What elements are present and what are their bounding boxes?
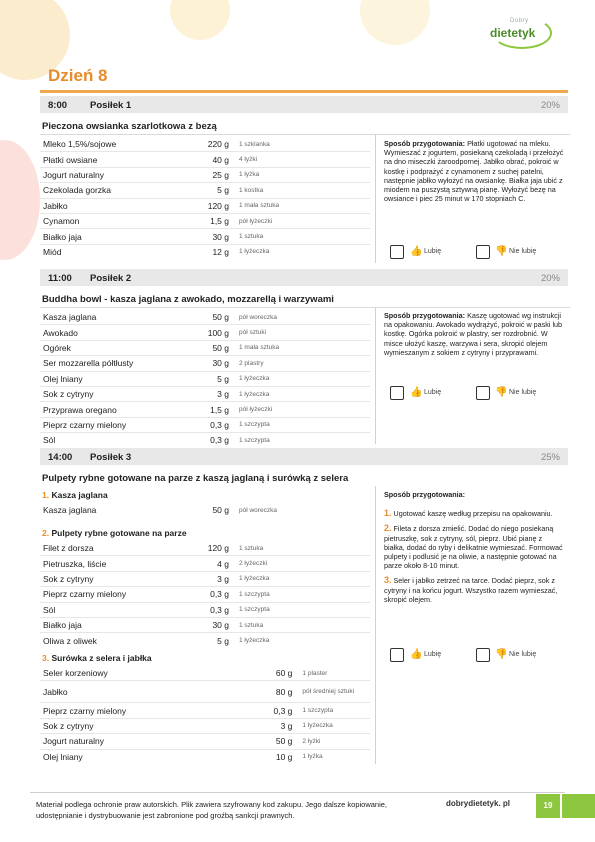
meal-time: 14:00: [48, 452, 73, 463]
preparation-label: Sposób przygotowania:: [384, 490, 466, 499]
ingredient-name: Jogurt naturalny: [40, 734, 232, 749]
ingredient-name: Kasza jaglana: [43, 505, 97, 516]
rating-row: [390, 386, 560, 402]
table-row: [40, 183, 370, 198]
ingredient-name: Sól: [40, 433, 185, 448]
preparation-label: Sposób przygotowania:: [384, 139, 466, 148]
ingredient-qty: 120 g: [207, 543, 229, 554]
ingredient-qty: 220 g: [207, 139, 229, 150]
ingredient-unit: 1 łyżeczka: [298, 718, 370, 733]
ingredient-qty: 4 g: [185, 556, 235, 571]
ingredient-name: Białko jaja: [40, 229, 185, 244]
ingredient-qty: 100 g: [185, 325, 235, 340]
step-text: Ugotować kaszę według przepisu na opakowaniu.: [393, 509, 553, 519]
preparation-text: [384, 139, 564, 203]
meal-name: Posiłek 2: [90, 273, 132, 284]
step-number: 3.: [384, 575, 392, 586]
ingredient-unit: 1 szczypta: [235, 587, 370, 602]
footer-accent-bar: [562, 794, 595, 818]
ingredient-unit: 1 szczypta: [235, 417, 370, 432]
ingredient-unit: 1 mała sztuka: [235, 198, 370, 213]
column-divider: [375, 135, 376, 263]
title-divider: [40, 90, 568, 93]
column-divider: [375, 486, 376, 764]
table-row: [40, 310, 370, 325]
ingredient-qty: 80 g: [232, 681, 298, 703]
table-row: [40, 734, 370, 749]
table-row: [40, 213, 370, 228]
ingredients-table: [40, 503, 370, 517]
dislike-label: Nie lubię: [509, 389, 537, 396]
table-row: [40, 718, 370, 733]
ingredient-unit: 1 szczypta: [298, 703, 370, 718]
table-row: [40, 386, 370, 401]
recipe-title: Buddha bowl - kasza jaglana z awokado, mozzarellą i warzywami: [42, 294, 334, 305]
table-row: [40, 229, 370, 244]
rating-row: [390, 648, 560, 664]
ingredient-unit: pół woreczka: [239, 313, 277, 321]
ingredient-qty: 30 g: [185, 229, 235, 244]
table-row: [40, 152, 370, 167]
table-row: [40, 666, 370, 681]
table-row: [40, 703, 370, 718]
ingredient-qty: 50 g: [212, 505, 229, 516]
ingredient-name: Kasza jaglana: [43, 312, 97, 323]
table-row: [40, 417, 370, 432]
rating-row: [390, 245, 560, 261]
ingredient-name: Pieprz czarny mielony: [40, 417, 185, 432]
dislike-checkbox[interactable]: [476, 245, 490, 259]
ingredient-name: Sok z cytryny: [40, 718, 232, 733]
thumbs-up-icon: 👍: [410, 246, 423, 257]
group-label: Kasza jaglana: [51, 490, 108, 500]
ingredient-unit: 1 łyżeczka: [235, 633, 370, 648]
preparation-steps: [384, 490, 564, 610]
ingredient-unit: 1 szklanka: [239, 140, 270, 148]
step-number: 1.: [384, 508, 392, 519]
ingredient-name: Ogórek: [40, 340, 185, 355]
preparation-label: Sposób przygotowania:: [384, 311, 466, 320]
ingredient-qty: 10 g: [232, 749, 298, 764]
meal-header-3: [40, 448, 568, 465]
preparation-body: Kaszę ugotować wg instrukcji na opakowaniu. Awokado wydrążyć, pokroić w paski lub kostkę. Ogórka pokroić w plastry, ser rozdrobnić. W misce ułożyć kaszę, warzywa i sera, skropić olejem wymieszanym z sokiem z cytryny i przyprawami.: [384, 311, 563, 357]
column-divider: [375, 308, 376, 444]
table-row: [40, 356, 370, 371]
thumbs-up-icon: 👍: [410, 387, 423, 398]
table-row: [40, 137, 370, 152]
like-checkbox[interactable]: [390, 245, 404, 259]
ingredient-unit: 1 szczypta: [235, 602, 370, 617]
table-row: [40, 503, 370, 517]
ingredient-qty: 12 g: [185, 244, 235, 259]
ingredient-group-heading: [42, 528, 187, 538]
like-checkbox[interactable]: [390, 386, 404, 400]
step-text: Seler i jabłko zetrzeć na tarce. Dodać pieprz, sok z cytryny i na końcu jogurt. Wszystko razem wymieszać, skropić olejem.: [384, 576, 558, 604]
table-row: [40, 325, 370, 340]
table-row: [40, 617, 370, 632]
group-number: 2.: [42, 528, 50, 538]
ingredient-name: Pieprz czarny mielony: [40, 587, 185, 602]
dislike-label: Nie lubię: [509, 651, 537, 658]
table-row: [40, 633, 370, 648]
table-row: [40, 371, 370, 386]
dislike-checkbox[interactable]: [476, 386, 490, 400]
ingredient-qty: 1,5 g: [185, 402, 235, 417]
ingredient-unit: 4 łyżki: [235, 152, 370, 167]
background-orange-decoration: [170, 0, 230, 40]
ingredient-qty: 30 g: [185, 617, 235, 632]
ingredients-table: [40, 310, 370, 448]
ingredient-name: Jogurt naturalny: [40, 167, 185, 182]
ingredient-name: Przyprawa oregano: [40, 402, 185, 417]
preparation-text: [384, 311, 564, 357]
meal-header-1: [40, 96, 568, 113]
footer-site-link[interactable]: dobrydietetyk. pl: [446, 799, 511, 808]
ingredient-name: Pieprz czarny mielony: [40, 703, 232, 718]
ingredient-qty: 3 g: [185, 571, 235, 586]
table-row: [40, 541, 370, 556]
recipe-title: Pieczona owsianka szarlotkowa z bezą: [42, 121, 217, 132]
divider: [40, 134, 570, 135]
ingredients-table: [40, 541, 370, 648]
table-row: [40, 681, 370, 703]
ingredient-unit: 1 łyżeczka: [235, 571, 370, 586]
ingredient-name: Miód: [40, 244, 185, 259]
copyright-notice: Materiał podlega ochronie praw autorskich. Plik zawiera szyfrowany kod zakupu. Jego dalsze kopiowanie, udostępnianie i dystrybuowanie jest zabronione pod groźbą sankcji prawnych.: [36, 800, 388, 820]
preparation-body: Płatki ugotować na mleku. Wymieszać z jogurtem, posiekaną czekoladą i przełożyć na dno miseczki żaroodpornej. Jabłko obrać, pokroić w kostkę i podprażyć z cynamonem z suchej patelni, następnie jabłko wyłożyć na owsiankę. Białka jaja ubić z miodem na puszystą sztywną pianę. Wyłożyć bezę na owsiance i piec 25 minut w 170 stopniach C.: [384, 139, 564, 204]
ingredient-unit: pół łyżeczki: [235, 213, 370, 228]
ingredient-qty: 0,3 g: [185, 433, 235, 448]
ingredient-qty: 40 g: [185, 152, 235, 167]
ingredient-name: Czekolada gorzka: [40, 183, 185, 198]
background-orange-decoration: [360, 0, 430, 45]
ingredient-unit: 1 łyżeczka: [235, 244, 370, 259]
ingredient-unit: 1 mała sztuka: [235, 340, 370, 355]
table-row: [40, 433, 370, 448]
ingredient-unit: 1 łyżka: [235, 167, 370, 182]
ingredient-name: Oliwa z oliwek: [40, 633, 185, 648]
ingredient-qty: 3 g: [185, 386, 235, 401]
table-row: [40, 198, 370, 213]
ingredient-group-heading: [42, 653, 152, 663]
ingredient-unit: pół średniej sztuki: [298, 681, 370, 703]
ingredient-unit: 1 szczypta: [235, 433, 370, 448]
table-row: [40, 749, 370, 764]
ingredient-qty: 60 g: [275, 668, 293, 679]
ingredient-name: Awokado: [40, 325, 185, 340]
like-checkbox[interactable]: [390, 648, 404, 662]
ingredient-qty: 25 g: [185, 167, 235, 182]
ingredients-table: [40, 666, 370, 764]
thumbs-down-icon: 👎: [495, 649, 508, 660]
group-label: Pulpety rybne gotowane na parze: [51, 528, 187, 538]
ingredient-name: Olej lniany: [40, 749, 232, 764]
ingredient-name: Sól: [40, 602, 185, 617]
dislike-checkbox[interactable]: [476, 648, 490, 662]
logo-small-text: Dobry: [510, 18, 529, 24]
like-label: Lubię: [424, 389, 442, 396]
ingredient-qty: 0,3 g: [232, 703, 298, 718]
table-row: [40, 167, 370, 182]
group-number: 1.: [42, 490, 50, 500]
like-label: Lubię: [424, 651, 442, 658]
ingredient-unit: 1 plaster: [302, 669, 328, 677]
ingredient-name: Cynamon: [40, 213, 185, 228]
ingredient-name: Jabłko: [40, 681, 232, 703]
ingredient-qty: 5 g: [185, 371, 235, 386]
page-title: Dzień 8: [48, 66, 108, 85]
group-number: 3.: [42, 653, 50, 663]
ingredient-unit: 2 łyżki: [298, 734, 370, 749]
table-row: [40, 402, 370, 417]
ingredient-qty: 0,3 g: [185, 417, 235, 432]
table-row: [40, 340, 370, 355]
ingredient-unit: 1 kostka: [235, 183, 370, 198]
ingredient-qty: 5 g: [185, 633, 235, 648]
ingredient-unit: 1 łyżka: [298, 749, 370, 764]
ingredient-name: Sok z cytryny: [40, 571, 185, 586]
table-row: [40, 571, 370, 586]
thumbs-down-icon: 👎: [495, 387, 508, 398]
ingredient-unit: 2 plastry: [235, 356, 370, 371]
ingredient-unit: 1 sztuka: [239, 544, 264, 552]
background-grapefruit-decoration: [0, 140, 40, 260]
meal-time: 11:00: [48, 273, 72, 284]
step-number: 2.: [384, 523, 392, 534]
ingredient-qty: 50 g: [212, 312, 229, 323]
like-label: Lubię: [424, 248, 442, 255]
recipe-title: Pulpety rybne gotowane na parze z kaszą jaglaną i surówką z selera: [42, 473, 349, 484]
ingredient-qty: 3 g: [232, 718, 298, 733]
ingredient-qty: 50 g: [232, 734, 298, 749]
ingredient-unit: 2 łyżeczki: [235, 556, 370, 571]
table-row: [40, 602, 370, 617]
page-number: 19: [536, 794, 560, 818]
ingredient-unit: 1 sztuka: [235, 229, 370, 244]
meal-time: 8:00: [48, 100, 68, 111]
table-row: [40, 587, 370, 602]
ingredient-name: Filet z dorsza: [43, 543, 94, 554]
ingredient-unit: pół woreczka: [239, 506, 277, 514]
meal-name: Posiłek 1: [90, 100, 132, 111]
footer-divider: [30, 792, 565, 793]
dislike-label: Nie lubię: [509, 248, 537, 255]
ingredient-qty: 0,3 g: [185, 587, 235, 602]
ingredient-qty: 50 g: [185, 340, 235, 355]
meal-percent: 25%: [540, 452, 560, 463]
step-text: Fileta z dorsza zmielić. Dodać do niego posiekaną pietruszkę, sok z cytryny, sól, pieprz. Ubić pianę z białka, dodać do ryby i delikatnie wymieszać. Formować pulpety i podlusić je na oliwie, a następnie gotować na parze około 8-10 minut.: [384, 524, 563, 571]
ingredient-qty: 1,5 g: [185, 213, 235, 228]
table-row: [40, 244, 370, 259]
ingredient-unit: 1 łyżeczka: [235, 371, 370, 386]
ingredient-name: Olej lniany: [40, 371, 185, 386]
ingredient-qty: 30 g: [185, 356, 235, 371]
ingredients-table: [40, 137, 370, 259]
divider: [40, 307, 570, 308]
table-row: [40, 556, 370, 571]
ingredient-name: Ser mozzarella półtłusty: [40, 356, 185, 371]
ingredient-name: Mleko 1,5%/sojowe: [43, 139, 117, 150]
meal-percent: 20%: [540, 100, 560, 111]
thumbs-down-icon: 👎: [495, 246, 508, 257]
ingredient-name: Seler korzeniowy: [43, 668, 108, 679]
ingredient-name: Pietruszka, liście: [40, 556, 185, 571]
ingredient-qty: 5 g: [185, 183, 235, 198]
ingredient-unit: pół sztuki: [235, 325, 370, 340]
ingredient-name: Sok z cytryny: [40, 386, 185, 401]
meal-name: Posiłek 3: [90, 452, 132, 463]
ingredient-name: Białko jaja: [40, 617, 185, 632]
group-label: Surówka z selera i jabłka: [51, 653, 152, 663]
ingredient-unit: 1 sztuka: [235, 617, 370, 632]
ingredient-qty: 120 g: [185, 198, 235, 213]
ingredient-qty: 0,3 g: [185, 602, 235, 617]
ingredient-name: Jabłko: [40, 198, 185, 213]
meal-header-2: [40, 269, 568, 286]
ingredient-unit: pół łyżeczki: [235, 402, 370, 417]
ingredient-name: Płatki owsiane: [40, 152, 185, 167]
meal-percent: 20%: [540, 273, 560, 284]
thumbs-up-icon: 👍: [410, 649, 423, 660]
ingredient-unit: 1 łyżeczka: [235, 386, 370, 401]
logo: dietetyk: [490, 26, 536, 40]
ingredient-group-heading: [42, 490, 108, 500]
